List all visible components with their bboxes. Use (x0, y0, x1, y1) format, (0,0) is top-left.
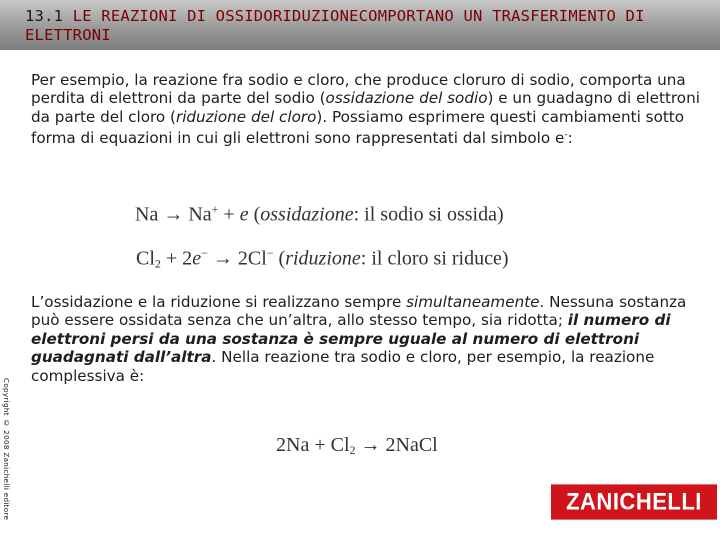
eq-sup: + (211, 202, 219, 216)
eq-electron: e (192, 247, 202, 270)
explanation-paragraph (31, 293, 711, 385)
oxidation-equation (135, 202, 504, 227)
text-run: ). Possiamo esprimere questi cambiamenti sotto forma di equazioni in cui gli elettroni sono rappresentati dal simbolo e (31, 107, 685, 148)
text-run: . Nessuna sostanza può essere ossidata senza che un’altra, allo stesso tempo, sia ridotta; (31, 293, 687, 330)
eq-note-label: ossidazione (260, 203, 354, 226)
italic-run: riduzione del cloro (175, 107, 317, 126)
text-run: Per esempio, la reazione fra sodio e cloro, che produce cloruro di sodio, comporta una perdita di elettroni da parte del sodio ( (31, 71, 686, 108)
section-title: LE REAZIONI DI OSSIDORIDUZIONECOMPORTANO UN TRASFERIMENTO DI ELETTRONI (25, 7, 645, 44)
copyright-notice: Copyright © 2008 Zanichelli editore (2, 378, 11, 521)
intro-paragraph (31, 71, 711, 148)
eq-text: + 2 (160, 247, 193, 270)
superscript: - (564, 130, 568, 141)
eq-sup: − (266, 246, 274, 260)
eq-text: ( (273, 247, 286, 270)
eq-text: ( (248, 203, 261, 226)
eq-text: Cl (136, 247, 155, 270)
text-run: . Nella reazione tra sodio e cloro, per esempio, la reazione complessiva è: (31, 348, 655, 385)
italic-run: ossidazione del sodio (325, 89, 488, 108)
eq-text: → 2NaCl (355, 434, 438, 456)
italic-run: simultaneamente (406, 293, 540, 311)
overall-equation (276, 434, 438, 458)
reduction-equation (136, 246, 509, 272)
section-number: 13.1 (25, 7, 64, 25)
text-run: ) e un guadagno di elettroni da parte del cloro ( (31, 89, 700, 126)
eq-sub: 2 (154, 256, 161, 271)
eq-note-label: riduzione (285, 247, 361, 270)
eq-note-text: : il cloro si riduce) (360, 247, 509, 270)
bold-italic-run: il numero di elettroni persi da una sostanza è sempre uguale al numero di elettroni guadagnati dall’altra (31, 311, 671, 367)
eq-electron: e (239, 203, 249, 226)
eq-sub: 2 (349, 443, 356, 457)
eq-text: → 2Cl (207, 247, 267, 270)
slide-title (25, 7, 705, 45)
eq-text: + (218, 203, 240, 226)
eq-text: 2Na + Cl (276, 434, 350, 456)
eq-text: Na → Na (135, 203, 212, 226)
text-run: : (567, 129, 573, 148)
eq-sup: − (201, 246, 208, 260)
eq-note-text: : il sodio si ossida) (353, 203, 504, 226)
publisher-logo: ZANICHELLI (551, 484, 717, 519)
text-run: L’ossidazione e la riduzione si realizzano sempre (31, 293, 407, 311)
